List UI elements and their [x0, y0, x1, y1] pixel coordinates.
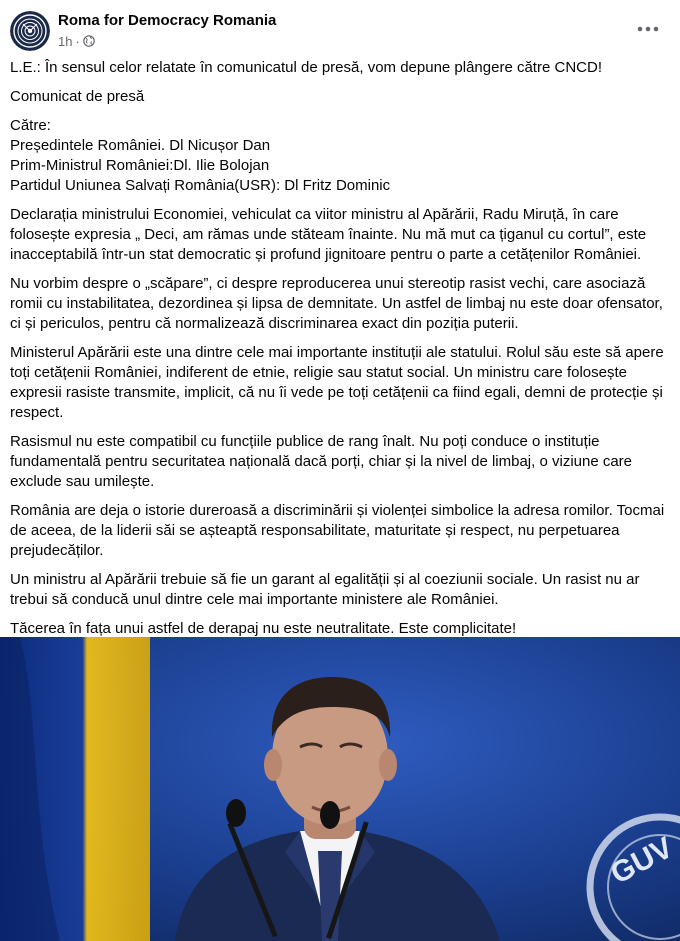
post-text-line: Un ministru al Apărării trebuie să fie un garant al egalității și al coeziunii sociale. Un rasist nu ar [10, 571, 640, 588]
post-text-line: Rasismul nu este compatibil cu funcțiile publice de rang înalt. Nu poți conduce o instituție [10, 433, 600, 450]
post-paragraph [10, 205, 674, 265]
post-text-line: Partidul Uniunea Salvați România(USR): Dl Fritz Dominic [10, 177, 391, 194]
post-text-line: toți cetățenii României, indiferent de etnie, religie sau statut social. Un ministru care folosește [10, 364, 627, 381]
post-text-line: exclude sau umilește. [10, 473, 155, 490]
post-paragraph [10, 570, 674, 610]
post-text-line: trebui să conducă unul dintre cele mai importante ministere ale României. [10, 591, 499, 608]
post-text-line: Nu vorbim despre o „scăpare”, ci despre reproducerea unui stereotip rasist vechi, care asociază [10, 275, 646, 292]
post-text-line: Prim-Ministrul României:Dl. Ilie Bolojan [10, 157, 270, 174]
post-header [0, 0, 680, 56]
meta-separator: · [75, 33, 80, 49]
post-photo[interactable] [0, 637, 680, 941]
post-paragraph [10, 274, 674, 334]
post-text-line: Comunicat de presă [10, 88, 145, 105]
post-body [10, 58, 674, 648]
post-paragraph [10, 343, 674, 423]
post-text-line: Către: [10, 117, 51, 134]
post-text-line: romii cu instabilitatea, dezordinea și lipsa de demnitate. Un astfel de limbaj nu este doar ofensator, [10, 295, 663, 312]
post-text-line: expresii rasiste transmite, implicit, că nu îi vede pe toți cetățenii ca fiind egali, demni de protecție și [10, 384, 663, 401]
post-text-line: de aceea, de la liderii săi se așteaptă responsabilitate, maturitate și respect, nu perpetuarea [10, 522, 620, 539]
post-text-line: prejudecăților. [10, 542, 104, 559]
avatar[interactable] [10, 11, 50, 51]
post-photo-image [0, 637, 680, 941]
post-text-line: Ministerul Apărării este una dintre cele mai importante instituții ale statului. Rolul său este să apere [10, 344, 664, 361]
post-text-line: ci și periculos, pentru că normalizează discriminarea exact din poziția puterii. [10, 315, 519, 332]
post-paragraph [10, 58, 674, 78]
post-text-line: folosește expresia „ Deci, am rămas unde stăteam înainte. Nu mă mut ca țiganul cu cortul”, este [10, 226, 647, 243]
post-text-line: L.E.: În sensul celor relatate în comunicatul de presă, vom depune plângere către CNCD! [10, 59, 602, 76]
post-text-line: Președintele României. Dl Nicușor Dan [10, 137, 271, 154]
post-meta [58, 33, 95, 49]
post-paragraph [10, 116, 674, 196]
roma-wheel-logo [10, 11, 50, 51]
seal-text: GUV [605, 831, 679, 891]
post-time[interactable]: 1h [58, 33, 73, 49]
post-paragraph [10, 501, 674, 561]
post-text-line: Declarația ministrului Economiei, vehiculat ca viitor ministru al Apărării, Radu Miruță, în care [10, 206, 619, 223]
post-paragraph [10, 87, 674, 107]
post-paragraph [10, 619, 674, 639]
post-text-line: inacceptabilă într-un stat democratic și profund jignitoare pentru o parte a cetățenilor României. [10, 246, 642, 263]
post-text-line: România are deja o istorie dureroasă a discriminării și violenței simbolice la adresa romilor. Tocmai [10, 502, 665, 519]
post-paragraph [10, 432, 674, 492]
more-horizontal-icon [637, 26, 659, 32]
post-text-line: respect. [10, 404, 64, 421]
globe-icon[interactable] [83, 35, 95, 47]
author-name[interactable]: Roma for Democracy Romania [58, 12, 277, 29]
more-options-button[interactable] [630, 14, 666, 44]
post-text-line: Tăcerea în fața unui astfel de derapaj nu este neutralitate. Este complicitate! [10, 620, 517, 637]
post-text-line: fundamentală pentru securitatea națională dacă porți, chiar și la nivel de limbaj, o viziune care [10, 453, 633, 470]
